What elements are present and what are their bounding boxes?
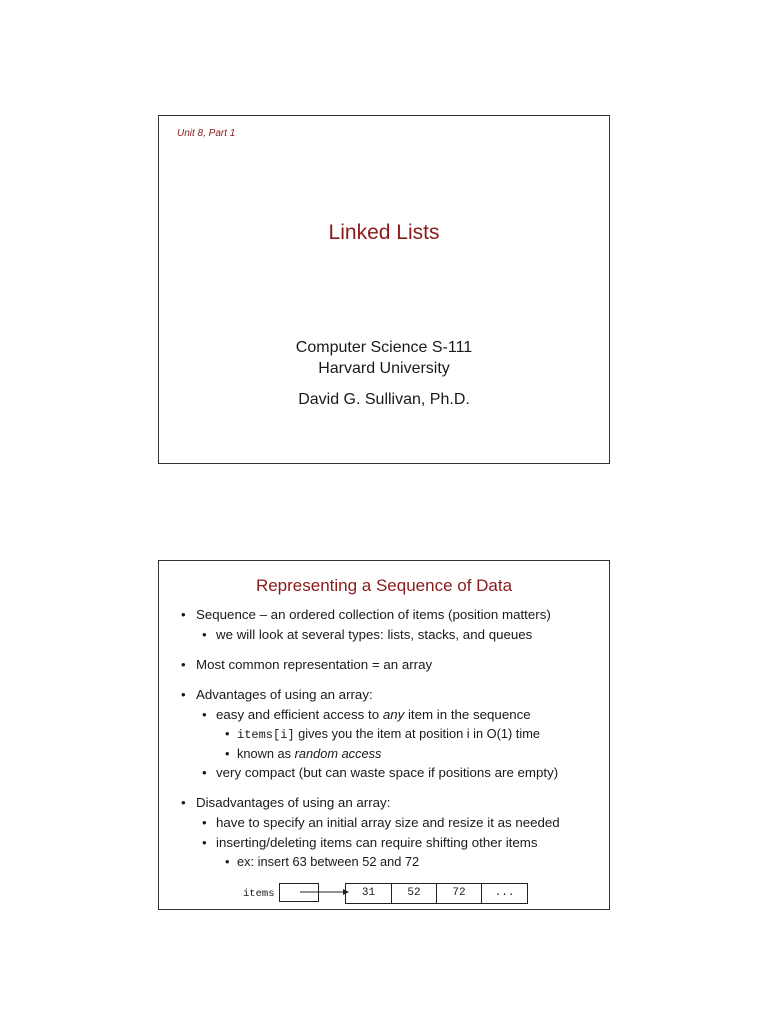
bullet-items-index: • items[i] gives you the item at position i in O(1) time [177,725,599,745]
slide-title: Representing a Sequence of Data [255,576,513,595]
bullet-efficient-access: • easy and efficient access to any item in the sequence [177,705,599,725]
author-name: David G. Sullivan, Ph.D. [298,391,470,408]
array-cell: 52 [391,883,437,904]
bullet-list [177,605,599,872]
array-cell: ... [481,883,528,904]
course-info [159,337,609,379]
bullet-disadvantages: • Disadvantages of using an array: [177,793,599,813]
array-diagram [239,882,539,906]
university-name: Harvard University [318,360,450,377]
items-label: items [243,888,275,900]
array-cell: 31 [345,883,392,904]
bullet-random-access: • known as random access [177,745,599,764]
content-slide [158,560,610,910]
course-name: Computer Science S-111 [295,339,473,356]
code-snippet: items[i] [237,728,295,742]
slide-title: Linked Lists [328,221,440,244]
bullet-sequence: • Sequence – an ordered collection of items (position matters) [177,605,599,625]
title-slide [158,115,610,464]
array-cell: 72 [436,883,482,904]
bullet-shifting: • inserting/deleting items can require shifting other items [177,833,599,853]
bullet-types: • we will look at several types: lists, stacks, and queues [177,625,599,645]
bullet-advantages: • Advantages of using an array: [177,685,599,705]
bullet-common-representation: • Most common representation = an array [177,655,599,675]
bullet-insert-example: • ex: insert 63 between 52 and 72 [177,853,599,872]
arrow-icon [299,882,349,904]
bullet-compact: • very compact (but can waste space if positions are empty) [177,763,599,783]
bullet-resize: • have to specify an initial array size and resize it as needed [177,813,599,833]
unit-label: Unit 8, Part 1 [177,128,236,139]
